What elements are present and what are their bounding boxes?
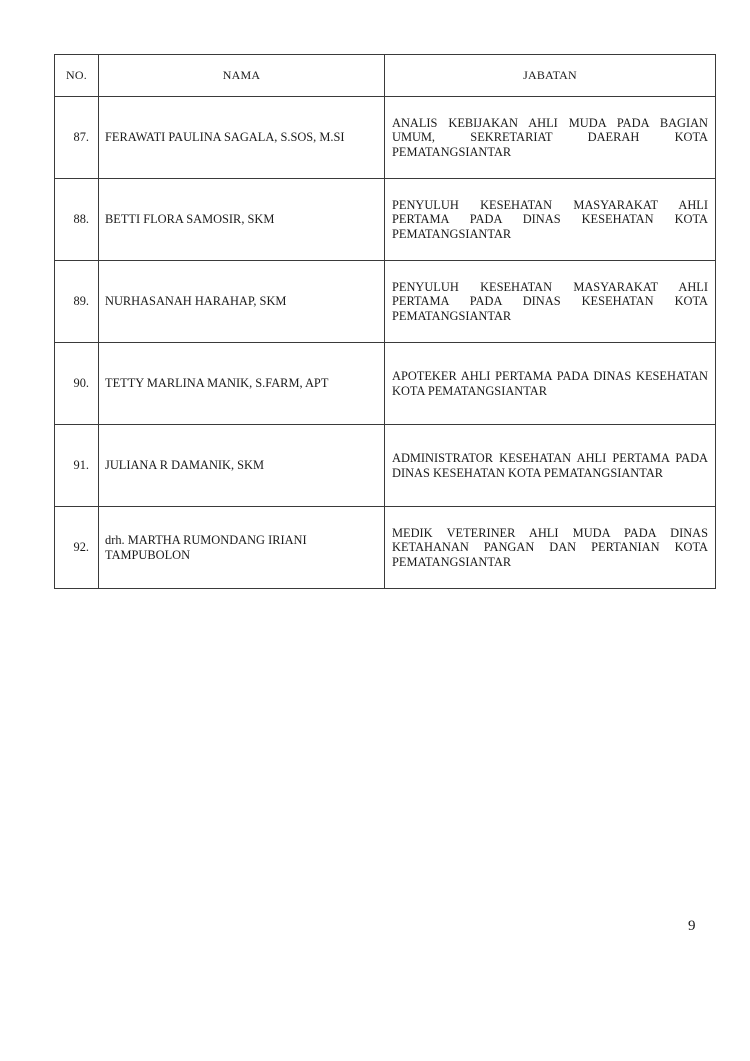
row-number: 92. (55, 507, 99, 589)
row-number: 91. (55, 425, 99, 507)
row-number: 87. (55, 97, 99, 179)
row-number: 90. (55, 343, 99, 425)
row-name: TETTY MARLINA MANIK, S.FARM, APT (99, 343, 385, 425)
row-name: BETTI FLORA SAMOSIR, SKM (99, 179, 385, 261)
page-number: 9 (688, 918, 696, 934)
table-row (55, 507, 716, 589)
row-number: 88. (55, 179, 99, 261)
row-position: MEDIK VETERINER AHLI MUDA PADA DINAS KETAHANAN PANGAN DAN PERTANIAN KOTA PEMATANGSIANTAR (385, 507, 716, 589)
table-row (55, 343, 716, 425)
table-row (55, 97, 716, 179)
header-no: NO. (55, 55, 99, 97)
personnel-table (54, 54, 716, 589)
table-row (55, 425, 716, 507)
row-number: 89. (55, 261, 99, 343)
table-header-row (55, 55, 716, 97)
table-row (55, 261, 716, 343)
row-name: FERAWATI PAULINA SAGALA, S.SOS, M.SI (99, 97, 385, 179)
header-nama: NAMA (99, 55, 385, 97)
row-position: ANALIS KEBIJAKAN AHLI MUDA PADA BAGIAN UMUM, SEKRETARIAT DAERAH KOTA PEMATANGSIANTAR (385, 97, 716, 179)
row-name: NURHASANAH HARAHAP, SKM (99, 261, 385, 343)
row-name: drh. MARTHA RUMONDANG IRIANI TAMPUBOLON (99, 507, 385, 589)
row-position: APOTEKER AHLI PERTAMA PADA DINAS KESEHATAN KOTA PEMATANGSIANTAR (385, 343, 716, 425)
row-position: PENYULUH KESEHATAN MASYARAKAT AHLI PERTAMA PADA DINAS KESEHATAN KOTA PEMATANGSIANTAR (385, 179, 716, 261)
row-position: PENYULUH KESEHATAN MASYARAKAT AHLI PERTAMA PADA DINAS KESEHATAN KOTA PEMATANGSIANTAR (385, 261, 716, 343)
table-row (55, 179, 716, 261)
header-jabatan: JABATAN (385, 55, 716, 97)
row-position: ADMINISTRATOR KESEHATAN AHLI PERTAMA PADA DINAS KESEHATAN KOTA PEMATANGSIANTAR (385, 425, 716, 507)
row-name: JULIANA R DAMANIK, SKM (99, 425, 385, 507)
